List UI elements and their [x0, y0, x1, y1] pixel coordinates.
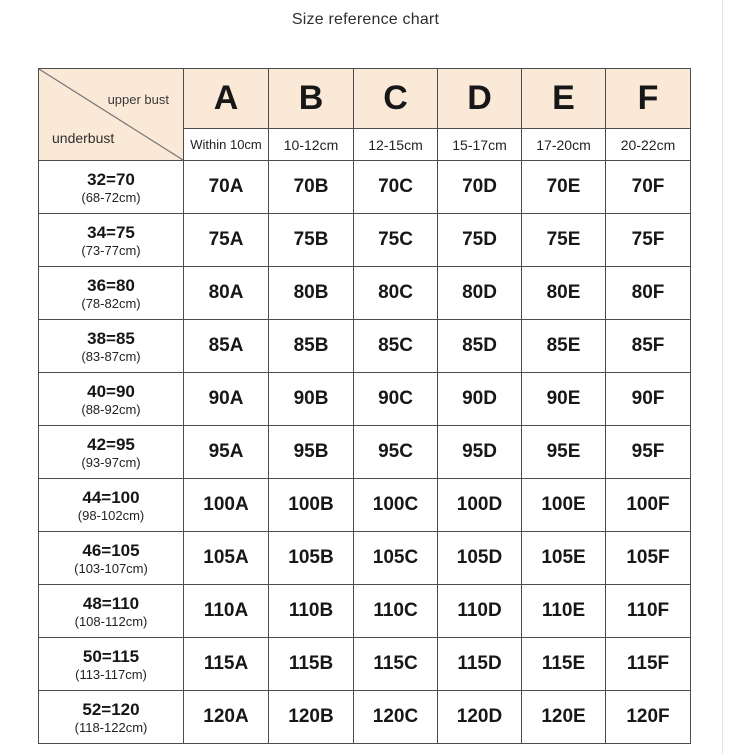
- table-row: [39, 426, 691, 479]
- size-cell: 80F: [606, 267, 691, 320]
- underbust-size: 44=100: [82, 487, 140, 507]
- size-cell: 115E: [522, 638, 606, 691]
- size-cell: 75C: [354, 214, 438, 267]
- size-cell: 120D: [438, 691, 522, 744]
- size-cell: 110A: [184, 585, 269, 638]
- underbust-range: (108-112cm): [74, 613, 148, 629]
- size-cell: 105C: [354, 532, 438, 585]
- size-cell: 95C: [354, 426, 438, 479]
- underbust-row-header: [39, 585, 184, 638]
- corner-label-upper-bust: upper bust: [107, 92, 169, 107]
- underbust-row-header: [39, 532, 184, 585]
- cup-letter-header: C: [354, 69, 438, 129]
- size-cell: 80D: [438, 267, 522, 320]
- size-cell: 70A: [184, 161, 269, 214]
- underbust-size: 48=110: [82, 593, 140, 613]
- size-cell: 95A: [184, 426, 269, 479]
- size-cell: 120A: [184, 691, 269, 744]
- size-cell: 120C: [354, 691, 438, 744]
- size-cell: 120B: [269, 691, 354, 744]
- size-cell: 80A: [184, 267, 269, 320]
- cup-range-header: Within 10cm: [184, 129, 269, 161]
- underbust-row-header: [39, 320, 184, 373]
- underbust-row-header: [39, 267, 184, 320]
- size-cell: 100A: [184, 479, 269, 532]
- underbust-row-header: [39, 161, 184, 214]
- size-reference-table: [38, 68, 691, 744]
- size-cell: 110E: [522, 585, 606, 638]
- size-cell: 70D: [438, 161, 522, 214]
- size-cell: 110C: [354, 585, 438, 638]
- size-cell: 110D: [438, 585, 522, 638]
- underbust-size: 42=95: [87, 434, 135, 454]
- underbust-size: 34=75: [87, 222, 135, 242]
- size-table-body: [39, 161, 691, 744]
- size-cell: 105D: [438, 532, 522, 585]
- underbust-row-header: [39, 373, 184, 426]
- underbust-size: 40=90: [87, 381, 135, 401]
- page-title: Size reference chart: [291, 11, 440, 28]
- table-row: [39, 585, 691, 638]
- cup-letter-header: B: [269, 69, 354, 129]
- size-cell: 115C: [354, 638, 438, 691]
- size-cell: 115D: [438, 638, 522, 691]
- size-cell: 95E: [522, 426, 606, 479]
- size-cell: 70C: [354, 161, 438, 214]
- table-row: [39, 479, 691, 532]
- cup-letter-header: A: [184, 69, 269, 129]
- size-cell: 105A: [184, 532, 269, 585]
- size-cell: 90A: [184, 373, 269, 426]
- size-cell: 85D: [438, 320, 522, 373]
- size-cell: 120E: [522, 691, 606, 744]
- cup-range-header: 17-20cm: [522, 129, 606, 161]
- size-cell: 115F: [606, 638, 691, 691]
- table-row: [39, 638, 691, 691]
- diagonal-divider-line: [39, 69, 183, 160]
- underbust-row-header: [39, 479, 184, 532]
- page-edge-divider: [722, 0, 723, 754]
- underbust-range: (88-92cm): [81, 401, 141, 417]
- size-cell: 75E: [522, 214, 606, 267]
- size-cell: 105E: [522, 532, 606, 585]
- underbust-row-header: [39, 214, 184, 267]
- size-cell: 85E: [522, 320, 606, 373]
- table-row: [39, 532, 691, 585]
- underbust-size: 46=105: [82, 540, 140, 560]
- size-cell: 100B: [269, 479, 354, 532]
- underbust-row-header: [39, 691, 184, 744]
- size-cell: 90D: [438, 373, 522, 426]
- table-row: [39, 320, 691, 373]
- size-cell: 80E: [522, 267, 606, 320]
- underbust-range: (73-77cm): [81, 242, 141, 258]
- size-cell: 90E: [522, 373, 606, 426]
- size-cell: 75D: [438, 214, 522, 267]
- corner-label-underbust: underbust: [52, 130, 115, 146]
- underbust-size: 36=80: [87, 275, 135, 295]
- size-cell: 80B: [269, 267, 354, 320]
- size-cell: 85B: [269, 320, 354, 373]
- cup-range-header: 20-22cm: [606, 129, 691, 161]
- size-cell: 85A: [184, 320, 269, 373]
- underbust-range: (78-82cm): [81, 295, 141, 311]
- size-cell: 115A: [184, 638, 269, 691]
- size-cell: 75A: [184, 214, 269, 267]
- underbust-range: (103-107cm): [74, 560, 148, 576]
- underbust-range: (98-102cm): [77, 507, 145, 523]
- underbust-size: 50=115: [82, 646, 140, 666]
- size-cell: 80C: [354, 267, 438, 320]
- size-cell: 95F: [606, 426, 691, 479]
- underbust-size: 38=85: [87, 328, 135, 348]
- underbust-size: 52=120: [82, 699, 140, 719]
- underbust-range: (113-117cm): [75, 666, 147, 682]
- cup-letter-row: [39, 69, 691, 129]
- size-cell: 95B: [269, 426, 354, 479]
- underbust-size: 32=70: [87, 169, 135, 189]
- underbust-row-header: [39, 426, 184, 479]
- size-cell: 100E: [522, 479, 606, 532]
- size-cell: 105F: [606, 532, 691, 585]
- table-row: [39, 373, 691, 426]
- size-cell: 70E: [522, 161, 606, 214]
- underbust-range: (68-72cm): [81, 189, 141, 205]
- size-cell: 95D: [438, 426, 522, 479]
- size-cell: 110F: [606, 585, 691, 638]
- size-cell: 100F: [606, 479, 691, 532]
- size-cell: 110B: [269, 585, 354, 638]
- size-cell: 115B: [269, 638, 354, 691]
- size-cell: 70B: [269, 161, 354, 214]
- underbust-row-header: [39, 638, 184, 691]
- size-cell: 75F: [606, 214, 691, 267]
- size-cell: 85F: [606, 320, 691, 373]
- table-row: [39, 691, 691, 744]
- table-row: [39, 214, 691, 267]
- cup-range-header: 12-15cm: [354, 129, 438, 161]
- cup-letter-header: E: [522, 69, 606, 129]
- size-cell: 120F: [606, 691, 691, 744]
- cup-range-header: 15-17cm: [438, 129, 522, 161]
- cup-range-header: 10-12cm: [269, 129, 354, 161]
- size-cell: 90F: [606, 373, 691, 426]
- table-row: [39, 267, 691, 320]
- underbust-range: (83-87cm): [81, 348, 141, 364]
- size-cell: 75B: [269, 214, 354, 267]
- table-row: [39, 161, 691, 214]
- size-cell: 100D: [438, 479, 522, 532]
- size-cell: 100C: [354, 479, 438, 532]
- size-cell: 90C: [354, 373, 438, 426]
- corner-header-cell: [39, 69, 184, 161]
- size-cell: 85C: [354, 320, 438, 373]
- size-cell: 105B: [269, 532, 354, 585]
- size-cell: 90B: [269, 373, 354, 426]
- underbust-range: (118-122cm): [74, 719, 148, 735]
- cup-letter-header: F: [606, 69, 691, 129]
- underbust-range: (93-97cm): [81, 454, 141, 470]
- size-cell: 70F: [606, 161, 691, 214]
- cup-letter-header: D: [438, 69, 522, 129]
